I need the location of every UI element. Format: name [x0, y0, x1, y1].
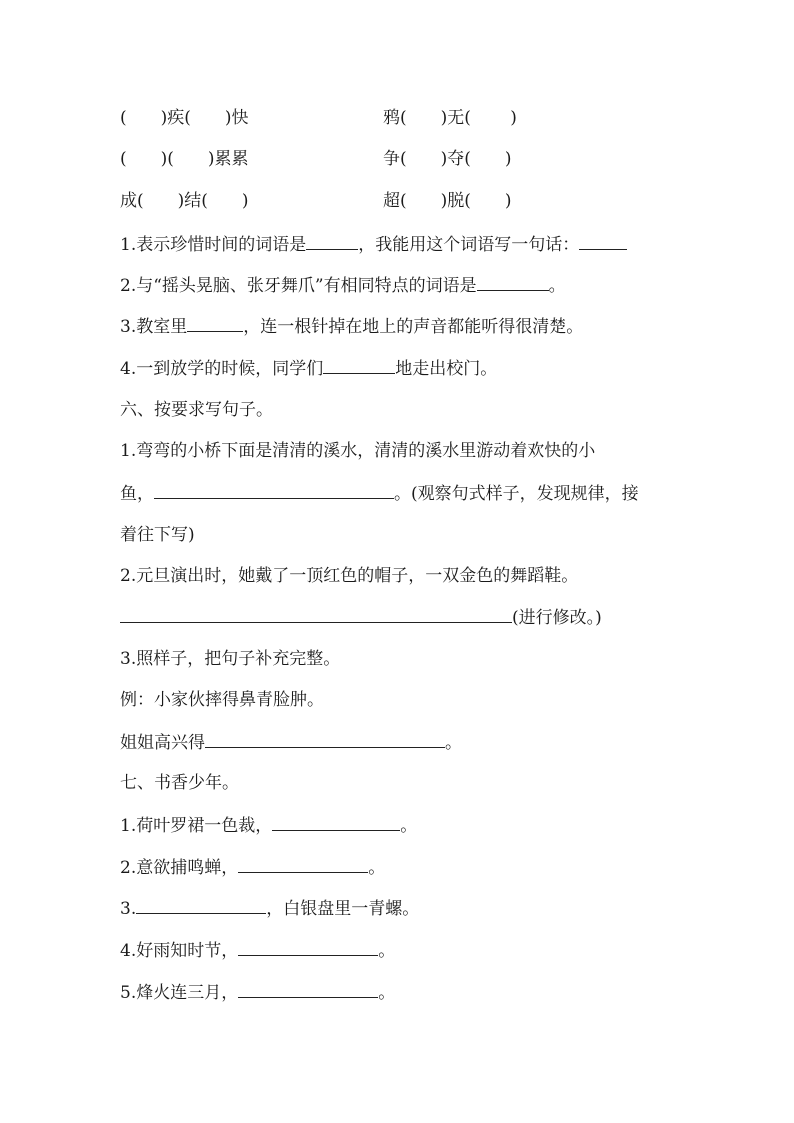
answer-blank[interactable]	[238, 981, 378, 998]
poem-text: ，白银盘里一青螺。	[266, 899, 420, 919]
poem-text: 。	[368, 858, 386, 878]
idiom-item: 争( )夺( )	[383, 149, 512, 169]
idiom-item: 鸦( )无( )	[383, 108, 517, 128]
idiom-item: ( )疾( )快	[120, 108, 249, 128]
answer-blank[interactable]	[477, 274, 549, 291]
question-text: 1.表示珍惜时间的词语是	[120, 235, 307, 255]
poem-text: 1.荷叶罗裙一色裁，	[120, 816, 273, 836]
poem-line	[120, 897, 419, 920]
answer-blank[interactable]	[154, 482, 394, 499]
answer-blank[interactable]	[306, 233, 358, 250]
question-text: 地走出校门。	[395, 359, 498, 379]
question-text: ，连一根针掉在地上的声音都能听得很清楚。	[243, 317, 584, 337]
answer-blank[interactable]	[187, 315, 243, 332]
idiom-item: 超( )脱( )	[383, 191, 512, 211]
idiom-item: ( )( )累累	[120, 149, 249, 169]
question-4	[120, 357, 497, 380]
answer-blank[interactable]	[238, 939, 378, 956]
section-heading: 七、书香少年。	[120, 773, 239, 793]
sentence-line: 着往下写)	[120, 525, 195, 545]
example-line: 例：小家伙摔得鼻青脸肿。	[120, 690, 324, 710]
answer-blank[interactable]	[238, 856, 368, 873]
answer-blank[interactable]	[120, 606, 512, 623]
question-text: 3.教室里	[120, 317, 188, 337]
section-heading: 六、按要求写句子。	[120, 400, 273, 420]
question-3	[120, 315, 583, 338]
sentence-line	[120, 482, 639, 505]
sentence-line: 1.弯弯的小桥下面是清清的溪水，清清的溪水里游动着欢快的小	[120, 441, 596, 461]
poem-text: 。	[378, 941, 396, 961]
sentence-text: (进行修改。)	[512, 608, 602, 628]
poem-text: 5.烽火连三月，	[120, 983, 239, 1003]
answer-blank[interactable]	[136, 897, 266, 914]
sentence-text: 。(观察句式样子，发现规律，接	[394, 484, 639, 504]
sentence-line: 2.元旦演出时，她戴了一顶红色的帽子，一双金色的舞蹈鞋。	[120, 566, 579, 586]
poem-text: 2.意欲捕鸣蝉，	[120, 858, 239, 878]
answer-blank[interactable]	[579, 233, 627, 250]
poem-line	[120, 981, 395, 1004]
sentence-line	[120, 606, 602, 629]
sentence-line: 3.照样子，把句子补充完整。	[120, 649, 341, 669]
poem-line	[120, 814, 417, 837]
poem-text: 。	[378, 983, 396, 1003]
sentence-text: 姐姐高兴得	[120, 733, 205, 753]
question-text: 2.与“摇头晃脑、张牙舞爪”有相同特点的词语是	[120, 276, 477, 296]
sentence-line	[120, 731, 462, 754]
question-text: 4.一到放学的时候，同学们	[120, 359, 324, 379]
question-1	[120, 233, 627, 256]
poem-text: 。	[400, 816, 418, 836]
poem-text: 4.好雨知时节，	[120, 941, 239, 961]
answer-blank[interactable]	[205, 731, 445, 748]
question-text: 。	[548, 276, 566, 296]
poem-line	[120, 856, 385, 879]
question-text: ，我能用这个词语写一句话：	[358, 235, 580, 255]
answer-blank[interactable]	[323, 357, 395, 374]
sentence-text: 鱼，	[120, 484, 154, 504]
question-2	[120, 274, 566, 297]
poem-text: 3.	[120, 899, 137, 919]
answer-blank[interactable]	[272, 814, 400, 831]
poem-line	[120, 939, 395, 962]
idiom-item: 成( )结( )	[120, 191, 249, 211]
sentence-text: 。	[445, 733, 462, 753]
